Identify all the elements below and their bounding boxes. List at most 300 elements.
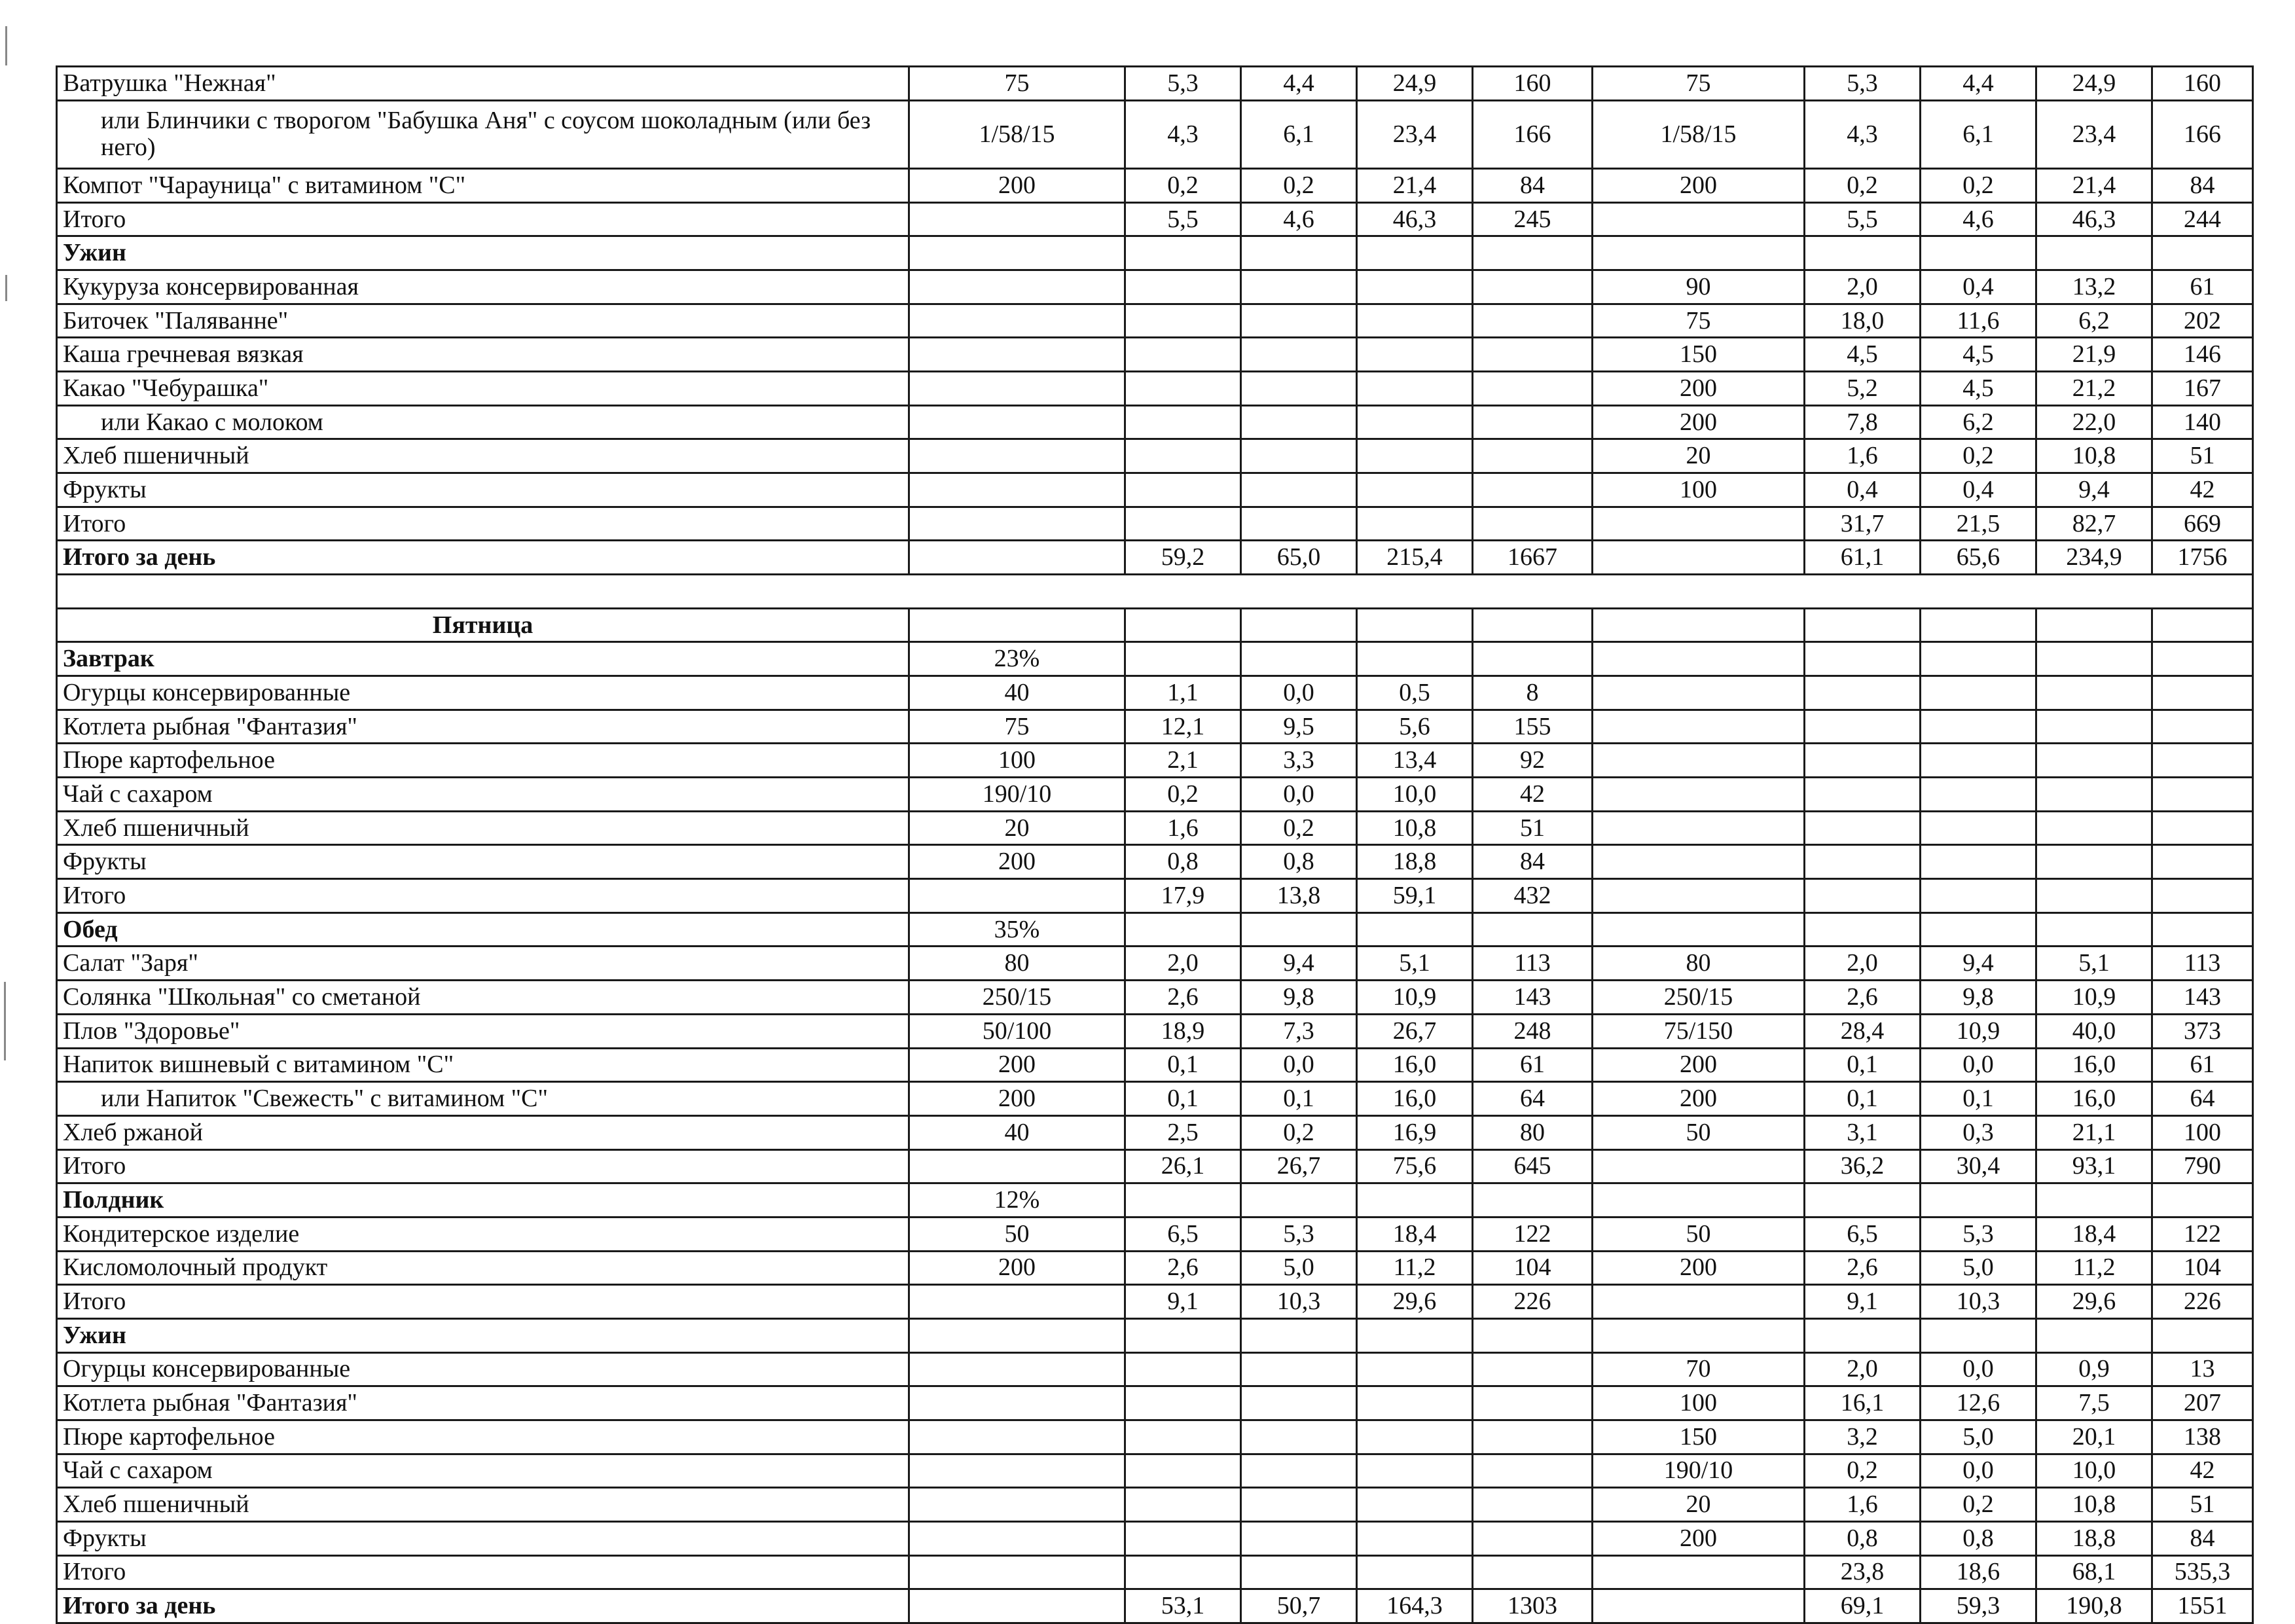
fat-a-cell: 50,7	[1241, 1589, 1357, 1623]
kcal-b-cell	[2152, 845, 2253, 879]
carbs-a-cell	[1357, 338, 1473, 372]
carbs-b-cell: 24,9	[2036, 67, 2152, 101]
carbs-a-cell: 21,4	[1357, 169, 1473, 203]
table-row	[57, 1014, 2253, 1048]
fat-b-cell: 65,6	[1921, 541, 2036, 575]
protein-a-cell: 0,2	[1125, 778, 1241, 812]
carbs-b-cell	[2036, 236, 2152, 270]
kcal-b-cell	[2152, 912, 2253, 947]
fat-b-cell	[1921, 845, 2036, 879]
protein-b-cell	[1805, 811, 1921, 845]
protein-a-cell: 2,0	[1125, 947, 1241, 981]
protein-b-cell	[1805, 879, 1921, 913]
weight-a-cell	[909, 1318, 1125, 1352]
fat-b-cell: 9,4	[1921, 947, 2036, 981]
weight-b-cell	[1593, 507, 1805, 541]
carbs-b-cell: 190,8	[2036, 1589, 2152, 1623]
table-row	[57, 1082, 2253, 1116]
protein-b-cell: 69,1	[1805, 1589, 1921, 1623]
dish-name-cell: Фрукты	[57, 845, 909, 879]
carbs-b-cell	[2036, 1183, 2152, 1218]
carbs-a-cell: 29,6	[1357, 1285, 1473, 1319]
kcal-a-cell: 84	[1473, 845, 1593, 879]
kcal-b-cell: 140	[2152, 405, 2253, 439]
protein-a-cell: 2,6	[1125, 1251, 1241, 1285]
fat-a-cell: 0,0	[1241, 1048, 1357, 1082]
weight-a-cell	[909, 1521, 1125, 1555]
kcal-b-cell: 42	[2152, 1454, 2253, 1488]
weight-b-cell	[1593, 202, 1805, 236]
carbs-b-cell: 68,1	[2036, 1555, 2152, 1589]
fat-b-cell	[1921, 778, 2036, 812]
kcal-a-cell: 122	[1473, 1217, 1593, 1251]
protein-b-cell	[1805, 845, 1921, 879]
protein-a-cell: 26,1	[1125, 1149, 1241, 1183]
protein-a-cell	[1125, 1555, 1241, 1589]
weight-b-cell: 80	[1593, 947, 1805, 981]
weight-b-cell: 20	[1593, 439, 1805, 473]
dish-name-cell: или Блинчики с творогом "Бабушка Аня" с соусом шоколадным (или без него)	[57, 100, 909, 168]
kcal-b-cell: 61	[2152, 1048, 2253, 1082]
table-row	[57, 1555, 2253, 1589]
fat-b-cell: 4,5	[1921, 338, 2036, 372]
carbs-a-cell: 46,3	[1357, 202, 1473, 236]
weight-a-cell: 75	[909, 67, 1125, 101]
kcal-b-cell	[2152, 1183, 2253, 1218]
kcal-b-cell: 244	[2152, 202, 2253, 236]
menu-nutrition-table	[56, 65, 2254, 1624]
kcal-b-cell: 226	[2152, 1285, 2253, 1319]
carbs-a-cell: 16,0	[1357, 1048, 1473, 1082]
weight-a-cell	[909, 1285, 1125, 1319]
carbs-a-cell	[1357, 405, 1473, 439]
weight-a-cell	[909, 1555, 1125, 1589]
carbs-b-cell: 16,0	[2036, 1082, 2152, 1116]
kcal-a-cell: 92	[1473, 744, 1593, 778]
kcal-b-cell	[2152, 1318, 2253, 1352]
protein-a-cell	[1125, 1420, 1241, 1454]
carbs-b-cell: 10,8	[2036, 439, 2152, 473]
scan-mark	[5, 275, 7, 301]
fat-a-cell	[1241, 1183, 1357, 1218]
weight-b-cell: 150	[1593, 1420, 1805, 1454]
kcal-a-cell: 143	[1473, 981, 1593, 1015]
fat-a-cell: 5,3	[1241, 1217, 1357, 1251]
protein-a-cell: 9,1	[1125, 1285, 1241, 1319]
weight-a-cell: 12%	[909, 1183, 1125, 1218]
kcal-b-cell: 113	[2152, 947, 2253, 981]
fat-b-cell: 18,6	[1921, 1555, 2036, 1589]
fat-b-cell: 4,6	[1921, 202, 2036, 236]
protein-b-cell: 7,8	[1805, 405, 1921, 439]
weight-b-cell: 50	[1593, 1217, 1805, 1251]
fat-a-cell	[1241, 1555, 1357, 1589]
weight-a-cell: 40	[909, 676, 1125, 710]
fat-b-cell	[1921, 1183, 2036, 1218]
weight-b-cell: 100	[1593, 473, 1805, 507]
protein-a-cell	[1125, 1318, 1241, 1352]
carbs-b-cell: 16,0	[2036, 1048, 2152, 1082]
carbs-b-cell: 21,9	[2036, 338, 2152, 372]
protein-a-cell: 0,8	[1125, 845, 1241, 879]
weight-b-cell: 75/150	[1593, 1014, 1805, 1048]
carbs-a-cell: 10,8	[1357, 811, 1473, 845]
dish-name-cell: Чай с сахаром	[57, 1454, 909, 1488]
weight-a-cell: 23%	[909, 642, 1125, 676]
kcal-a-cell	[1473, 1386, 1593, 1420]
dish-name-cell: Котлета рыбная "Фантазия"	[57, 710, 909, 744]
fat-a-cell	[1241, 1352, 1357, 1386]
weight-a-cell: 200	[909, 845, 1125, 879]
dish-name-cell: Пятница	[57, 608, 909, 642]
kcal-b-cell	[2152, 608, 2253, 642]
carbs-b-cell	[2036, 608, 2152, 642]
fat-a-cell	[1241, 338, 1357, 372]
kcal-b-cell	[2152, 710, 2253, 744]
table-row	[57, 1488, 2253, 1522]
kcal-a-cell: 61	[1473, 1048, 1593, 1082]
protein-b-cell	[1805, 744, 1921, 778]
kcal-b-cell: 160	[2152, 67, 2253, 101]
weight-b-cell	[1593, 1589, 1805, 1623]
weight-b-cell	[1593, 1285, 1805, 1319]
dish-name-cell: Кисломолочный продукт	[57, 1251, 909, 1285]
dish-name-cell: Завтрак	[57, 642, 909, 676]
weight-a-cell	[909, 1454, 1125, 1488]
carbs-b-cell: 0,9	[2036, 1352, 2152, 1386]
kcal-a-cell	[1473, 1521, 1593, 1555]
protein-b-cell: 4,3	[1805, 100, 1921, 168]
protein-a-cell: 1,1	[1125, 676, 1241, 710]
weight-a-cell: 100	[909, 744, 1125, 778]
dish-name-cell: Хлеб пшеничный	[57, 811, 909, 845]
fat-a-cell: 0,1	[1241, 1082, 1357, 1116]
table-row	[57, 845, 2253, 879]
kcal-b-cell	[2152, 744, 2253, 778]
fat-b-cell: 6,1	[1921, 100, 2036, 168]
carbs-b-cell: 21,4	[2036, 169, 2152, 203]
dish-name-cell: Итого	[57, 1555, 909, 1589]
table-row	[57, 1217, 2253, 1251]
fat-b-cell	[1921, 642, 2036, 676]
kcal-a-cell: 155	[1473, 710, 1593, 744]
weight-b-cell	[1593, 676, 1805, 710]
table-row	[57, 1589, 2253, 1623]
carbs-b-cell: 9,4	[2036, 473, 2152, 507]
carbs-b-cell	[2036, 710, 2152, 744]
fat-b-cell: 5,0	[1921, 1420, 2036, 1454]
fat-a-cell	[1241, 642, 1357, 676]
carbs-b-cell	[2036, 778, 2152, 812]
weight-b-cell: 1/58/15	[1593, 100, 1805, 168]
fat-a-cell: 0,0	[1241, 676, 1357, 710]
protein-a-cell: 59,2	[1125, 541, 1241, 575]
dish-name-cell: Ужин	[57, 1318, 909, 1352]
kcal-b-cell: 167	[2152, 372, 2253, 406]
table-row	[57, 879, 2253, 913]
fat-a-cell: 10,3	[1241, 1285, 1357, 1319]
weight-a-cell: 75	[909, 710, 1125, 744]
fat-a-cell: 0,2	[1241, 169, 1357, 203]
carbs-a-cell: 11,2	[1357, 1251, 1473, 1285]
carbs-a-cell: 5,6	[1357, 710, 1473, 744]
kcal-b-cell: 84	[2152, 1521, 2253, 1555]
fat-b-cell: 5,0	[1921, 1251, 2036, 1285]
protein-a-cell	[1125, 439, 1241, 473]
weight-b-cell	[1593, 642, 1805, 676]
fat-b-cell: 30,4	[1921, 1149, 2036, 1183]
carbs-a-cell	[1357, 1454, 1473, 1488]
weight-b-cell: 190/10	[1593, 1454, 1805, 1488]
kcal-a-cell: 645	[1473, 1149, 1593, 1183]
weight-a-cell	[909, 1352, 1125, 1386]
weight-a-cell	[909, 304, 1125, 338]
carbs-a-cell: 18,4	[1357, 1217, 1473, 1251]
fat-b-cell: 0,0	[1921, 1454, 2036, 1488]
dish-name-cell: Фрукты	[57, 473, 909, 507]
carbs-b-cell: 6,2	[2036, 304, 2152, 338]
fat-b-cell: 59,3	[1921, 1589, 2036, 1623]
weight-a-cell: 50/100	[909, 1014, 1125, 1048]
protein-b-cell: 0,4	[1805, 473, 1921, 507]
kcal-a-cell: 1303	[1473, 1589, 1593, 1623]
carbs-a-cell: 59,1	[1357, 879, 1473, 913]
carbs-a-cell	[1357, 372, 1473, 406]
protein-a-cell: 6,5	[1125, 1217, 1241, 1251]
weight-b-cell: 200	[1593, 1082, 1805, 1116]
carbs-b-cell: 7,5	[2036, 1386, 2152, 1420]
protein-a-cell: 12,1	[1125, 710, 1241, 744]
weight-a-cell: 40	[909, 1115, 1125, 1149]
weight-b-cell: 75	[1593, 304, 1805, 338]
fat-b-cell	[1921, 608, 2036, 642]
table-row	[57, 642, 2253, 676]
protein-b-cell: 1,6	[1805, 1488, 1921, 1522]
protein-b-cell	[1805, 1183, 1921, 1218]
fat-a-cell: 26,7	[1241, 1149, 1357, 1183]
kcal-a-cell: 226	[1473, 1285, 1593, 1319]
kcal-a-cell: 84	[1473, 169, 1593, 203]
weight-a-cell	[909, 439, 1125, 473]
dish-name-cell: Плов "Здоровье"	[57, 1014, 909, 1048]
kcal-a-cell	[1473, 507, 1593, 541]
dish-name-cell: Фрукты	[57, 1521, 909, 1555]
carbs-a-cell	[1357, 1420, 1473, 1454]
kcal-a-cell: 113	[1473, 947, 1593, 981]
protein-a-cell: 0,1	[1125, 1082, 1241, 1116]
weight-b-cell: 100	[1593, 1386, 1805, 1420]
fat-b-cell: 0,4	[1921, 270, 2036, 304]
protein-b-cell: 18,0	[1805, 304, 1921, 338]
carbs-a-cell: 164,3	[1357, 1589, 1473, 1623]
table-row	[57, 1386, 2253, 1420]
table-row	[57, 473, 2253, 507]
scan-mark	[5, 26, 7, 65]
weight-a-cell	[909, 338, 1125, 372]
kcal-b-cell: 51	[2152, 439, 2253, 473]
carbs-a-cell: 0,5	[1357, 676, 1473, 710]
protein-a-cell	[1125, 405, 1241, 439]
kcal-a-cell: 248	[1473, 1014, 1593, 1048]
dish-name-cell: Итого	[57, 202, 909, 236]
kcal-b-cell: 146	[2152, 338, 2253, 372]
protein-a-cell	[1125, 1386, 1241, 1420]
fat-b-cell: 21,5	[1921, 507, 2036, 541]
kcal-a-cell: 51	[1473, 811, 1593, 845]
kcal-a-cell: 8	[1473, 676, 1593, 710]
kcal-b-cell: 143	[2152, 981, 2253, 1015]
fat-a-cell	[1241, 372, 1357, 406]
carbs-a-cell: 16,0	[1357, 1082, 1473, 1116]
weight-b-cell	[1593, 879, 1805, 913]
dish-name-cell: Напиток вишневый с витамином "С"	[57, 1048, 909, 1082]
dish-name-cell: Компот "Чарауница" с витамином "С"	[57, 169, 909, 203]
kcal-a-cell	[1473, 405, 1593, 439]
kcal-b-cell	[2152, 676, 2253, 710]
table-row	[57, 1149, 2253, 1183]
protein-a-cell	[1125, 236, 1241, 270]
carbs-b-cell: 46,3	[2036, 202, 2152, 236]
fat-b-cell: 11,6	[1921, 304, 2036, 338]
fat-b-cell: 12,6	[1921, 1386, 2036, 1420]
carbs-b-cell: 40,0	[2036, 1014, 2152, 1048]
carbs-b-cell	[2036, 845, 2152, 879]
weight-b-cell	[1593, 541, 1805, 575]
kcal-a-cell	[1473, 1420, 1593, 1454]
weight-b-cell: 50	[1593, 1115, 1805, 1149]
carbs-a-cell	[1357, 1183, 1473, 1218]
fat-a-cell	[1241, 1386, 1357, 1420]
table-row	[57, 507, 2253, 541]
kcal-b-cell: 51	[2152, 1488, 2253, 1522]
table-row	[57, 100, 2253, 168]
protein-b-cell: 6,5	[1805, 1217, 1921, 1251]
weight-b-cell	[1593, 1555, 1805, 1589]
weight-b-cell	[1593, 608, 1805, 642]
table-row	[57, 439, 2253, 473]
fat-b-cell	[1921, 912, 2036, 947]
carbs-b-cell: 11,2	[2036, 1251, 2152, 1285]
fat-a-cell	[1241, 507, 1357, 541]
weight-a-cell	[909, 202, 1125, 236]
carbs-a-cell	[1357, 1352, 1473, 1386]
weight-b-cell: 20	[1593, 1488, 1805, 1522]
carbs-a-cell	[1357, 1386, 1473, 1420]
weight-b-cell: 200	[1593, 1521, 1805, 1555]
kcal-a-cell	[1473, 304, 1593, 338]
table-row	[57, 1521, 2253, 1555]
fat-b-cell: 0,4	[1921, 473, 2036, 507]
dish-name-cell: Итого	[57, 1285, 909, 1319]
protein-b-cell: 4,5	[1805, 338, 1921, 372]
kcal-b-cell: 84	[2152, 169, 2253, 203]
fat-b-cell: 10,9	[1921, 1014, 2036, 1048]
weight-b-cell: 200	[1593, 1251, 1805, 1285]
carbs-a-cell	[1357, 236, 1473, 270]
kcal-a-cell	[1473, 338, 1593, 372]
fat-b-cell: 0,8	[1921, 1521, 2036, 1555]
fat-a-cell: 9,4	[1241, 947, 1357, 981]
fat-b-cell	[1921, 744, 2036, 778]
protein-a-cell: 4,3	[1125, 100, 1241, 168]
protein-b-cell	[1805, 676, 1921, 710]
fat-b-cell	[1921, 236, 2036, 270]
kcal-b-cell	[2152, 811, 2253, 845]
fat-a-cell	[1241, 270, 1357, 304]
kcal-b-cell: 138	[2152, 1420, 2253, 1454]
protein-a-cell: 2,5	[1125, 1115, 1241, 1149]
fat-a-cell	[1241, 439, 1357, 473]
carbs-a-cell	[1357, 507, 1473, 541]
dish-name-cell: Салат "Заря"	[57, 947, 909, 981]
protein-b-cell: 36,2	[1805, 1149, 1921, 1183]
fat-a-cell: 7,3	[1241, 1014, 1357, 1048]
dish-name-cell: или Напиток "Свежесть" с витамином "С"	[57, 1082, 909, 1116]
table-row	[57, 1318, 2253, 1352]
protein-b-cell	[1805, 778, 1921, 812]
dish-name-cell: Полдник	[57, 1183, 909, 1218]
weight-a-cell	[909, 608, 1125, 642]
protein-a-cell: 2,6	[1125, 981, 1241, 1015]
dish-name-cell: Обед	[57, 912, 909, 947]
carbs-a-cell	[1357, 912, 1473, 947]
kcal-b-cell: 373	[2152, 1014, 2253, 1048]
weight-a-cell: 35%	[909, 912, 1125, 947]
protein-a-cell	[1125, 372, 1241, 406]
weight-b-cell	[1593, 1149, 1805, 1183]
table-row	[57, 169, 2253, 203]
carbs-b-cell	[2036, 811, 2152, 845]
fat-a-cell	[1241, 608, 1357, 642]
fat-a-cell: 3,3	[1241, 744, 1357, 778]
dish-name-cell: Ватрушка "Нежная"	[57, 67, 909, 101]
protein-a-cell	[1125, 1488, 1241, 1522]
table-row	[57, 541, 2253, 575]
fat-b-cell: 4,5	[1921, 372, 2036, 406]
carbs-b-cell: 10,0	[2036, 1454, 2152, 1488]
weight-a-cell	[909, 1420, 1125, 1454]
carbs-b-cell: 21,2	[2036, 372, 2152, 406]
fat-a-cell: 9,5	[1241, 710, 1357, 744]
protein-b-cell: 2,0	[1805, 1352, 1921, 1386]
carbs-b-cell: 234,9	[2036, 541, 2152, 575]
table-row	[57, 912, 2253, 947]
weight-b-cell: 75	[1593, 67, 1805, 101]
carbs-b-cell: 10,9	[2036, 981, 2152, 1015]
fat-a-cell: 4,6	[1241, 202, 1357, 236]
carbs-b-cell: 13,2	[2036, 270, 2152, 304]
kcal-a-cell: 80	[1473, 1115, 1593, 1149]
kcal-b-cell: 1756	[2152, 541, 2253, 575]
protein-a-cell	[1125, 507, 1241, 541]
fat-b-cell: 0,0	[1921, 1352, 2036, 1386]
protein-b-cell: 0,2	[1805, 169, 1921, 203]
kcal-a-cell	[1473, 1555, 1593, 1589]
protein-b-cell	[1805, 1318, 1921, 1352]
protein-b-cell: 0,1	[1805, 1048, 1921, 1082]
weight-b-cell: 200	[1593, 405, 1805, 439]
protein-a-cell: 17,9	[1125, 879, 1241, 913]
weight-a-cell: 190/10	[909, 778, 1125, 812]
protein-a-cell: 18,9	[1125, 1014, 1241, 1048]
protein-a-cell	[1125, 642, 1241, 676]
dish-name-cell: Каша гречневая вязкая	[57, 338, 909, 372]
carbs-a-cell	[1357, 439, 1473, 473]
kcal-a-cell: 42	[1473, 778, 1593, 812]
carbs-b-cell: 23,4	[2036, 100, 2152, 168]
protein-a-cell: 5,5	[1125, 202, 1241, 236]
kcal-a-cell	[1473, 1318, 1593, 1352]
